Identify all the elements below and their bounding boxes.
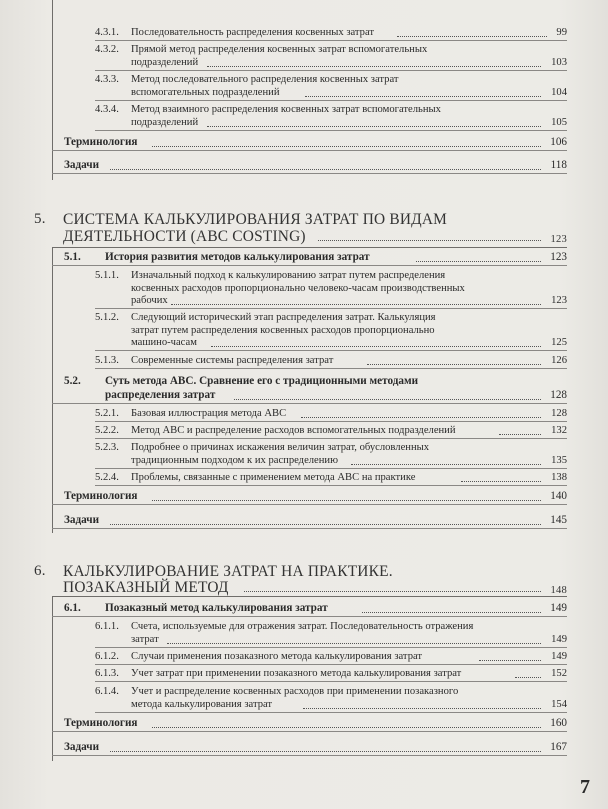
entry-underline (52, 528, 567, 529)
entry-page: 167 (550, 741, 567, 753)
entry-underline (95, 712, 567, 713)
entry-number: 6.1.2. (95, 651, 119, 662)
entry-title-line2: распределения затрат (105, 389, 216, 401)
entry-number: 5.2.1. (95, 408, 119, 419)
toc-entry[interactable] (95, 27, 567, 40)
entry-page: 148 (550, 585, 567, 596)
dot-leader (110, 524, 541, 525)
entry-page: 104 (551, 87, 567, 98)
dot-leader (301, 417, 541, 418)
toc-entry[interactable] (95, 651, 567, 664)
entry-page: 152 (551, 668, 567, 679)
entry-title-line2: традиционным подходом к их распределению (131, 455, 339, 466)
entry-page: 105 (551, 117, 567, 128)
entry-number: 5.2. (64, 375, 81, 387)
dot-leader (211, 346, 541, 347)
entry-title-line3: машино-часам (131, 337, 197, 348)
entry-number: 4.3.4. (95, 104, 119, 115)
entry-page: 145 (550, 514, 567, 526)
entry-underline (95, 40, 567, 41)
entry-title: Задачи (64, 741, 100, 753)
entry-title-line2: затрат путем распределения косвенных расходов пропорционально (131, 324, 435, 336)
entry-title-line2: вспомогательных подразделений (131, 87, 280, 98)
entry-title: Современные системы распределения затрат (131, 355, 334, 366)
entry-title-line1: Подробнее о причинах искажения величин затрат, обусловленных (131, 442, 430, 453)
entry-underline (95, 100, 567, 101)
entry-title-line1: Метод последовательного распределения косвенных затрат (131, 74, 399, 85)
entry-underline (52, 504, 567, 505)
entry-title: Терминология (64, 136, 138, 148)
dot-leader (207, 126, 541, 127)
entry-title: Учет затрат при применении позаказного метода калькулирования затрат (131, 668, 462, 679)
entry-page: 128 (551, 408, 567, 419)
dot-leader (499, 434, 541, 435)
chapter-number: 5. (34, 211, 46, 227)
dot-leader (362, 612, 541, 613)
entry-page: 149 (551, 651, 567, 662)
toc-entry[interactable] (95, 270, 567, 308)
toc-entry[interactable] (95, 472, 567, 485)
dot-leader (305, 96, 541, 97)
chapter-heading[interactable] (0, 563, 567, 599)
entry-underline (95, 438, 567, 439)
dot-leader (207, 66, 541, 67)
entry-page: 149 (550, 602, 567, 614)
entry-page: 149 (551, 634, 567, 645)
entry-page: 123 (551, 295, 567, 306)
page-number: 7 (580, 776, 590, 798)
entry-title-line1: Изначальный подход к калькулированию затрат путем распределения (131, 270, 446, 281)
entry-number: 6.1.1. (95, 621, 119, 632)
dot-leader (171, 304, 541, 305)
entry-underline (95, 468, 567, 469)
dot-leader (397, 36, 547, 37)
entry-underline (52, 173, 567, 174)
chapter-title-line1: КАЛЬКУЛИРОВАНИЕ ЗАТРАТ НА ПРАКТИКЕ. (63, 563, 393, 580)
chapter-heading[interactable] (0, 211, 567, 251)
dot-leader (152, 500, 541, 501)
entry-title: История развития методов калькулирования затрат (105, 251, 370, 263)
entry-title: Базовая иллюстрация метода ABC (131, 408, 287, 419)
entry-title-line1: Прямой метод распределения косвенных затрат вспомогательных (131, 44, 428, 55)
toc-entry[interactable] (95, 104, 567, 130)
entry-number: 5.1.2. (95, 312, 119, 323)
entry-page: 154 (551, 699, 567, 710)
dot-leader (416, 261, 541, 262)
entry-page: 118 (550, 159, 567, 171)
entry-title: Позаказный метод калькулирования затрат (105, 602, 328, 614)
entry-title: Метод ABC и распределение расходов вспомогательных подразделений (131, 425, 456, 436)
dot-leader (303, 708, 541, 709)
toc-entry[interactable] (95, 312, 567, 350)
entry-title: Проблемы, связанные с применением метода ABC на практике (131, 472, 416, 483)
entry-number: 4.3.1. (95, 27, 119, 38)
dot-leader (110, 751, 541, 752)
entry-title-line1: Счета, используемые для отражения затрат. Последовательность отражения (131, 621, 474, 632)
chapter-title-line2: ДЕЯТЕЛЬНОСТИ (ABC COSTING) (63, 228, 306, 245)
toc-entry-terminology[interactable] (52, 136, 567, 150)
entry-page: 160 (550, 717, 567, 729)
toc-entry[interactable] (95, 74, 567, 100)
entry-underline (95, 368, 567, 369)
entry-underline (95, 130, 567, 131)
toc-entry[interactable] (95, 44, 567, 70)
dot-leader (515, 677, 541, 678)
chapter-title-line1: СИСТЕМА КАЛЬКУЛИРОВАНИЯ ЗАТРАТ ПО ВИДАМ (63, 211, 448, 228)
entry-underline (52, 403, 567, 404)
left-rule (52, 596, 53, 761)
entry-page: 138 (551, 472, 567, 483)
entry-underline (52, 265, 567, 266)
entry-title-line1: Следующий исторический этап распределения затрат. Калькуляция (131, 312, 436, 323)
entry-number: 4.3.3. (95, 74, 119, 85)
entry-number: 4.3.2. (95, 44, 119, 55)
entry-underline (95, 485, 567, 486)
entry-title-line2: затрат (131, 634, 159, 645)
dot-leader (152, 727, 541, 728)
entry-underline (95, 350, 567, 351)
dot-leader (234, 399, 541, 400)
entry-title: Последовательность распределения косвенных затрат (131, 27, 375, 38)
entry-underline (95, 70, 567, 71)
toc-entry[interactable] (95, 621, 567, 647)
chapter-number: 6. (34, 563, 46, 579)
toc-entry-tasks[interactable] (52, 741, 567, 755)
entry-number: 5.2.4. (95, 472, 119, 483)
dot-leader (367, 364, 541, 365)
toc-entry[interactable] (95, 425, 567, 438)
entry-title: Случаи применения позаказного метода калькулирования затрат (131, 651, 423, 662)
entry-number: 6.1.3. (95, 668, 119, 679)
entry-title-line1: Метод взаимного распределения косвенных затрат вспомогательных (131, 104, 441, 115)
entry-title-line2: подразделений (131, 117, 199, 128)
dot-leader (351, 464, 541, 465)
dot-leader (244, 591, 541, 592)
toc-entry[interactable] (95, 668, 567, 681)
entry-title: Терминология (64, 490, 138, 502)
toc-entry-terminology[interactable] (52, 490, 567, 504)
entry-page: 103 (551, 57, 567, 68)
toc-entry-section[interactable] (52, 251, 567, 265)
dot-leader (167, 643, 541, 644)
entry-number: 5.1.1. (95, 270, 119, 281)
dot-leader (318, 240, 541, 241)
chapter-rule (52, 247, 567, 248)
entry-title: Задачи (64, 159, 100, 171)
entry-title-line1: Суть метода ABC. Сравнение его с традиционными методами (105, 375, 419, 387)
entry-underline (95, 664, 567, 665)
entry-page: 99 (556, 27, 567, 38)
chapter-title-line2: ПОЗАКАЗНЫЙ МЕТОД (63, 579, 229, 596)
entry-page: 123 (550, 251, 567, 263)
toc-entry-section[interactable] (52, 375, 567, 403)
entry-number: 6.1.4. (95, 686, 119, 697)
dot-leader (461, 481, 541, 482)
entry-page: 106 (550, 136, 567, 148)
left-rule (52, 0, 53, 180)
entry-title-line2: подразделений (131, 57, 199, 68)
entry-underline (52, 731, 567, 732)
entry-number: 5.2.2. (95, 425, 119, 436)
entry-page: 140 (550, 490, 567, 502)
toc-entry-section[interactable] (52, 602, 567, 616)
toc-entry-tasks[interactable] (52, 159, 567, 173)
toc-entry[interactable] (95, 442, 567, 468)
entry-title: Задачи (64, 514, 100, 526)
entry-underline (95, 421, 567, 422)
entry-number: 6.1. (64, 602, 81, 614)
dot-leader (152, 146, 541, 147)
toc-entry[interactable] (95, 686, 567, 712)
entry-underline (95, 681, 567, 682)
entry-page: 132 (551, 425, 567, 436)
entry-page: 125 (551, 337, 567, 348)
entry-number: 5.1.3. (95, 355, 119, 366)
entry-number: 5.2.3. (95, 442, 119, 453)
entry-title-line3: рабочих (131, 295, 168, 306)
chapter-rule (52, 596, 567, 597)
entry-title-line2: косвенных расходов пропорционально человеко-часам производственных (131, 282, 465, 294)
entry-title-line1: Учет и распределение косвенных расходов при применении позаказного (131, 686, 459, 697)
entry-underline (95, 308, 567, 309)
dot-leader (110, 169, 541, 170)
toc-entry-terminology[interactable] (52, 717, 567, 731)
entry-title-line2: метода калькулирования затрат (131, 699, 273, 710)
entry-underline (95, 647, 567, 648)
dot-leader (479, 660, 541, 661)
toc-entry[interactable] (95, 355, 567, 368)
toc-entry[interactable] (95, 408, 567, 421)
entry-underline (52, 616, 567, 617)
entry-page: 135 (551, 455, 567, 466)
entry-page: 128 (550, 389, 567, 401)
entry-title: Терминология (64, 717, 138, 729)
entry-underline (52, 755, 567, 756)
entry-page: 123 (550, 234, 567, 245)
entry-underline (52, 150, 567, 151)
entry-number: 5.1. (64, 251, 81, 263)
toc-entry-tasks[interactable] (52, 514, 567, 528)
entry-page: 126 (551, 355, 567, 366)
